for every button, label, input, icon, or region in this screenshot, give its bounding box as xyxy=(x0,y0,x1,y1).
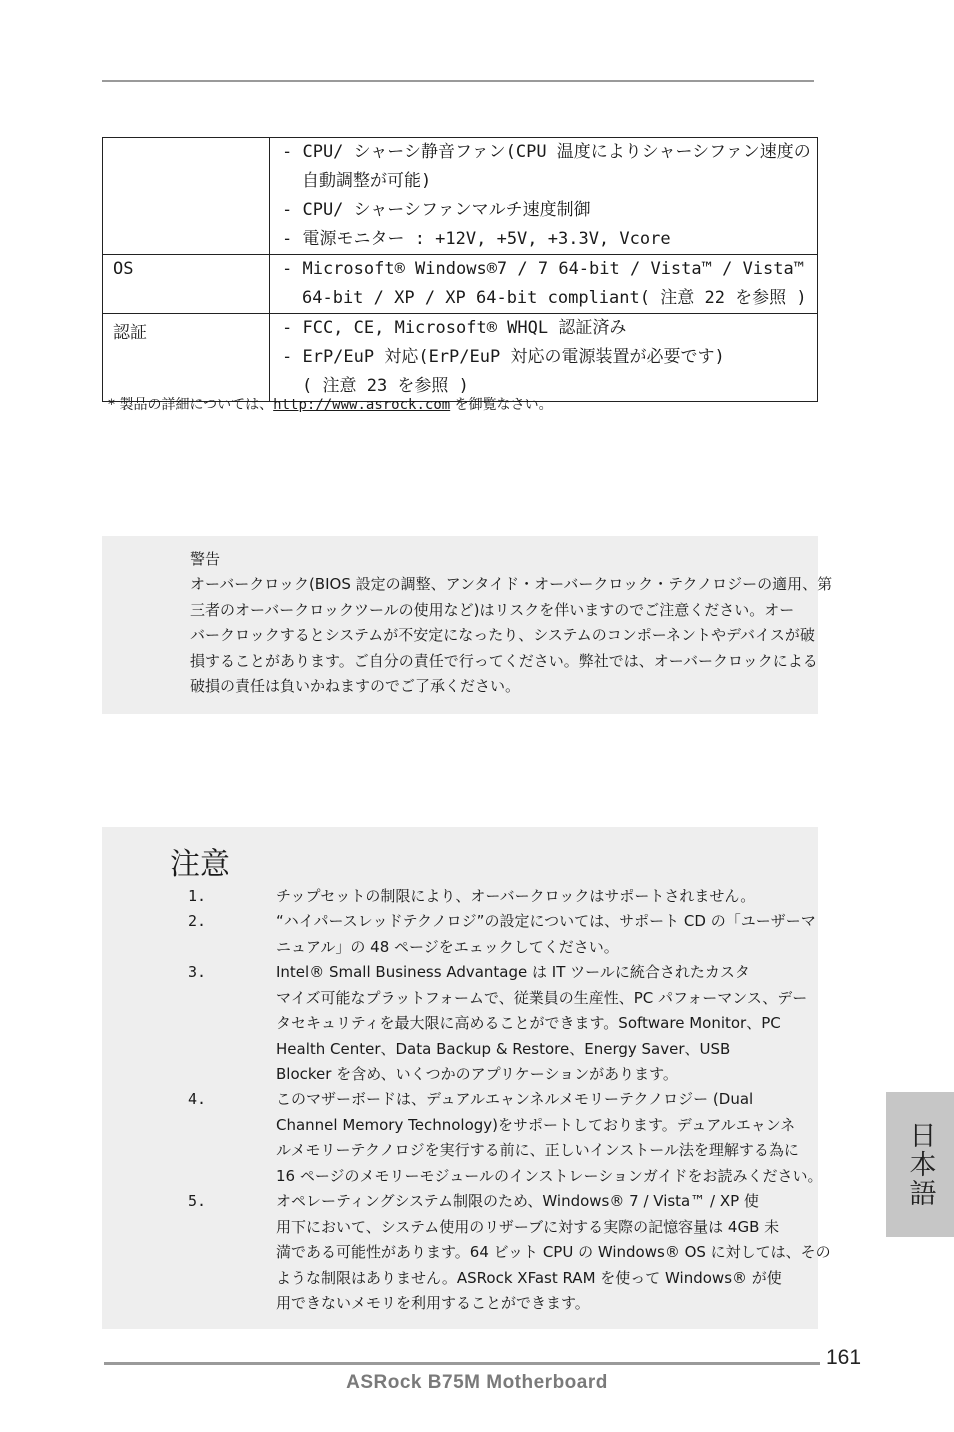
notes-title: 注意 xyxy=(170,847,230,882)
note-line: タセキュリティを最大限に高めることができます。Software Monitor、PC xyxy=(276,1014,781,1032)
footnote xyxy=(108,394,553,414)
note-line: 16 ページのメモリーモジュールのインストレーションガイドをお読みください。 xyxy=(276,1166,823,1185)
spec-line: - 電源モニター : +12V, +5V, +3.3V, Vcore xyxy=(282,229,671,249)
spec-label-certification: 認証 xyxy=(103,314,270,402)
note-line: Health Center、Data Backup & Restore、Energy Saver、USB xyxy=(276,1039,731,1058)
spec-row-os xyxy=(103,255,818,314)
note-number: 5. xyxy=(188,1192,207,1210)
note-number: 4. xyxy=(188,1090,207,1108)
spec-value xyxy=(270,138,818,255)
language-side-tab xyxy=(886,1092,954,1237)
note-text xyxy=(276,884,818,910)
spec-line: - Microsoft® Windows®7 / 7 64-bit / Vista™ / Vista™ xyxy=(282,259,804,279)
footnote-suffix: を御覧なさい。 xyxy=(450,397,553,413)
note-line: 満である可能性があります。64 ビット CPU の Windows® OS に対しては、その xyxy=(276,1243,831,1261)
spec-table xyxy=(102,137,818,402)
asrock-website-link[interactable]: http://www.asrock.com xyxy=(273,397,451,413)
spec-line: - FCC, CE, Microsoft® WHQL 認証済み xyxy=(282,318,627,338)
note-line: このマザーボードは、デュアルエャンネルメモリーテクノロジー (Dual xyxy=(276,1090,754,1108)
spec-label-os: OS xyxy=(103,255,270,314)
spec-line: - CPU/ シャーシ静音ファン(CPU 温度によりシャーシファン速度の xyxy=(282,142,811,162)
bottom-rule xyxy=(104,1362,820,1365)
warning-line: 損することがあります。ご自分の責任で行ってください。弊社では、オーバークロックによる xyxy=(190,651,818,670)
note-text xyxy=(276,1189,831,1317)
note-line: チップセットの制限により、オーバークロックはサポートされません。 xyxy=(276,887,756,905)
note-line: マイズ可能なプラットフォームで、従業員の生産性、PC パフォーマンス、デー xyxy=(276,988,808,1007)
spec-line: ( 注意 23 を参照 ) xyxy=(302,376,469,396)
page-number: 161 xyxy=(826,1346,862,1369)
notes-box xyxy=(102,827,831,1329)
warning-title: 警告 xyxy=(190,550,221,568)
footer-title-text: ASRock B75M Motherboard xyxy=(346,1372,608,1393)
note-line: ニュアル」の 48 ページをエェックしてください。 xyxy=(276,937,619,956)
note-number: 2. xyxy=(188,912,207,930)
language-label: 日本語 xyxy=(904,1121,936,1208)
note-line: 用下において、システム使用のリザーブに対する実際の記憶容量は 4GB 未 xyxy=(276,1217,780,1236)
note-text xyxy=(276,960,818,1088)
spec-label xyxy=(103,138,270,255)
top-rule xyxy=(102,80,814,82)
note-number: 3. xyxy=(188,963,207,981)
warning-box xyxy=(102,536,833,714)
note-line: 用できないメモリを利用することができます。 xyxy=(276,1294,590,1312)
spec-value xyxy=(270,255,818,314)
spec-row-certification xyxy=(103,314,818,402)
note-text xyxy=(276,909,818,960)
note-line: “ハイパースレッドテクノロジ”の設定については、サポート CD の「ユーザーマ xyxy=(276,912,816,930)
note-line: Channel Memory Technology)をサポートしております。デュアルエャンネ xyxy=(276,1115,796,1134)
warning-line: バークロックするとシステムが不安定になったり、システムのコンポーネントやデバイスが破 xyxy=(190,626,815,644)
warning-line: 三者のオーバークロックツールの使用など)はリスクを伴いますのでご注意ください。オー xyxy=(190,600,795,619)
spec-line: - ErP/EuP 対応(ErP/EuP 対応の電源装置が必要です) xyxy=(282,347,725,367)
warning-body xyxy=(190,572,833,700)
footer-title xyxy=(0,1372,954,1394)
note-text xyxy=(276,1087,823,1189)
note-line: Intel® Small Business Advantage は IT ツールに統合されたカスタ xyxy=(276,963,750,981)
note-number: 1. xyxy=(188,887,207,905)
warning-line: 破損の責任は負いかねますのでご了承ください。 xyxy=(190,677,521,695)
note-line: ルメモリーテクノロジを実行する前に、正しいインストール法を理解する為に xyxy=(276,1141,799,1159)
spec-value xyxy=(270,314,818,402)
warning-line: オーバークロック(BIOS 設定の調整、アンタイド・オーバークロック・テクノロジーの適用、第 xyxy=(190,575,833,593)
spec-line: 64-bit / XP / XP 64-bit compliant( 注意 22 を参照 ) xyxy=(302,288,807,308)
note-line: オペレーティングシステム制限のため、Windows® 7 / Vista™ / XP 使 xyxy=(276,1192,759,1210)
note-line: ような制限はありません。ASRock XFast RAM を使って Windows® が使 xyxy=(276,1268,782,1287)
footnote-prefix: * 製品の詳細については、 xyxy=(108,397,274,413)
note-line: Blocker を含め、いくつかのアプリケーションがあります。 xyxy=(276,1065,678,1083)
spec-row-fan xyxy=(103,138,818,255)
spec-line: 自動調整が可能) xyxy=(302,171,432,191)
spec-line: - CPU/ シャーシファンマルチ速度制御 xyxy=(282,200,591,220)
